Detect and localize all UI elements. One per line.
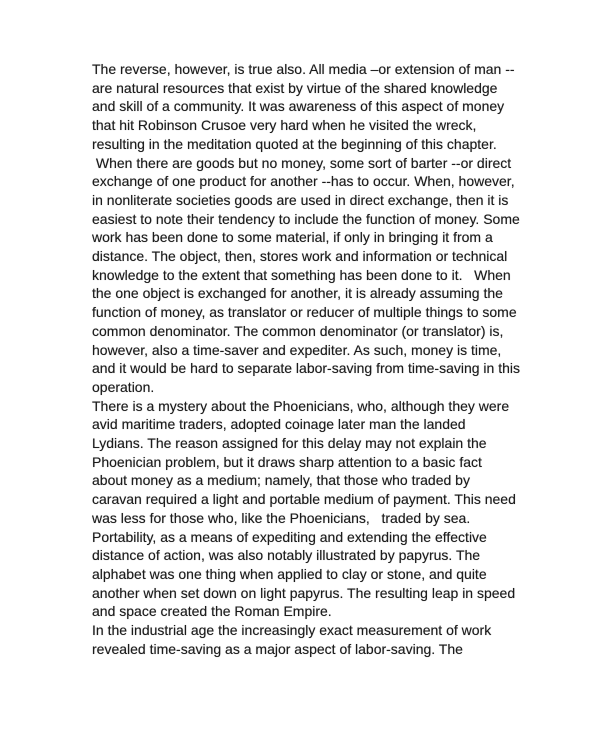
text-line: and it would be hard to separate labor-saving from time-saving in this — [92, 360, 520, 377]
text-line: operation. — [92, 378, 155, 395]
text-block — [92, 60, 522, 659]
text-line: revealed time-saving as a major aspect of labor-saving. The — [92, 640, 463, 657]
text-line: caravan required a light and portable medium of payment. This need — [92, 491, 516, 508]
text-line: and space created the Roman Empire. — [92, 603, 332, 620]
text-line: alphabet was one thing when applied to clay or stone, and quite — [92, 565, 487, 582]
text-line: In the industrial age the increasingly exact measurement of work — [92, 622, 492, 639]
text-line: work has been done to some material, if only in bringing it from a — [92, 229, 493, 246]
text-line: was less for those who, like the Phoenicians, traded by sea. — [92, 509, 471, 526]
text-line: however, also a time-saver and expediter. As such, money is time, — [92, 341, 502, 358]
text-line: and skill of a community. It was awareness of this aspect of money — [92, 98, 505, 115]
text-line: avid maritime traders, adopted coinage later man the landed — [92, 416, 466, 433]
text-line: resulting in the meditation quoted at the beginning of this chapter. — [92, 135, 497, 152]
text-line: knowledge to the extent that something has been done to it. When — [92, 266, 511, 283]
text-line: easiest to note their tendency to include the function of money. Some — [92, 210, 520, 227]
text-line: exchange of one product for another --has to occur. When, however, — [92, 173, 515, 190]
text-line: distance of action, was also notably illustrated by papyrus. The — [92, 547, 481, 564]
paragraph — [92, 154, 522, 397]
text-line: another when set down on light papyrus. The resulting leap in speed — [92, 584, 516, 601]
paragraph — [92, 397, 522, 621]
text-line: distance. The object, then, stores work and information or technical — [92, 248, 508, 265]
text-line: common denominator. The common denominator (or translator) is, — [92, 322, 504, 339]
text-line: that hit Robinson Crusoe very hard when he visited the wreck, — [92, 117, 477, 134]
text-line: function of money, as translator or reducer of multiple things to some — [92, 304, 517, 321]
paragraph — [92, 60, 522, 154]
paragraph — [92, 621, 522, 658]
text-line: Phoenician problem, but it draws sharp attention to a basic fact — [92, 453, 482, 470]
text-line: about money as a medium; namely, that those who traded by — [92, 472, 470, 489]
text-line: are natural resources that exist by virtue of the shared knowledge — [92, 79, 498, 96]
text-line: Portability, as a means of expediting and extending the effective — [92, 528, 487, 545]
text-line: The reverse, however, is true also. All media –or extension of man -- — [92, 61, 515, 77]
text-line: in nonliterate societies goods are used in direct exchange, then it is — [92, 191, 509, 208]
text-line: There is a mystery about the Phoenicians, who, although they were — [92, 397, 510, 414]
text-line: the one object is exchanged for another, it is already assuming the — [92, 285, 503, 302]
text-line: Lydians. The reason assigned for this delay may not explain the — [92, 435, 487, 452]
text-line: When there are goods but no money, some sort of barter --or direct — [92, 154, 512, 171]
